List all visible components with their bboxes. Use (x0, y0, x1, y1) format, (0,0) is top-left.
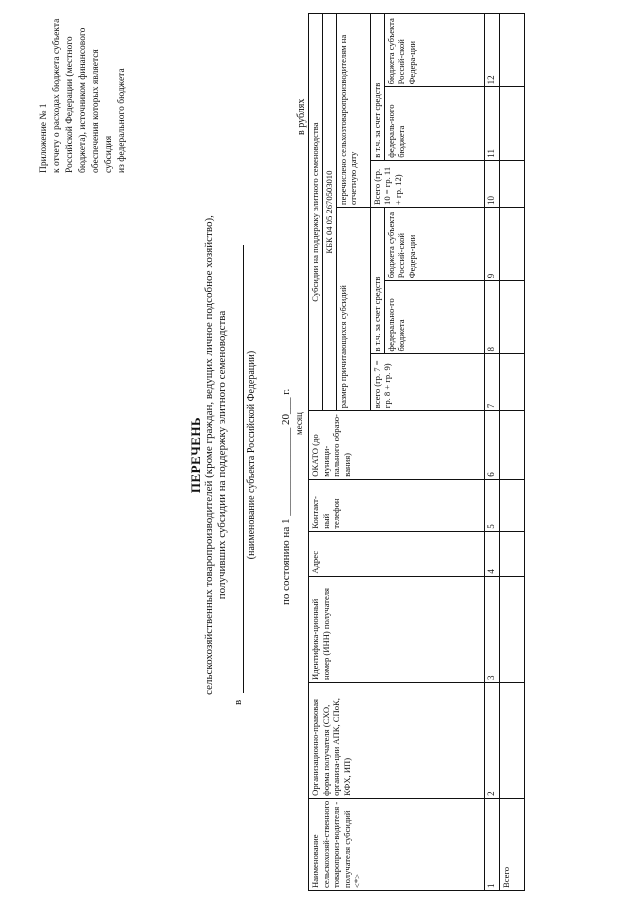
column-number: 10 (484, 160, 499, 207)
total-row (499, 14, 524, 891)
paid-reg-header: бюджета субъекта Россий-ской Федера-ции (384, 14, 484, 87)
column-number: 12 (484, 14, 499, 87)
col-address-header: Адрес (309, 531, 485, 576)
col-inn-header: Идентифика-ционный номер (ИНН) получателя (309, 576, 485, 682)
column-numbers-row (484, 14, 499, 891)
due-incl-header: в т.ч. за счет средств (370, 207, 384, 354)
region-prefix: в (232, 699, 244, 705)
column-number: 7 (484, 354, 499, 411)
units-label: в рублях (296, 98, 307, 135)
region-caption: (наименование субъекта Российской Федерации) (246, 350, 257, 560)
date-line: по состоянию на 1 ________________ 20___ г. (280, 388, 292, 605)
column-number: 2 (484, 683, 499, 799)
column-number: 4 (484, 531, 499, 576)
col-name-header: Наименование сельскохозяй-ственного товаропроиз-водителя - получателя субсидий <*> (309, 798, 485, 890)
paid-fed-header: федераль-ного бюджета (384, 87, 484, 160)
region-blank (233, 245, 244, 693)
column-number: 11 (484, 87, 499, 160)
document-title: ПЕРЕЧЕНЬ (188, 416, 203, 494)
paid-total-header: Всего (гр. 10 = гр. 11 + гр. 12) (370, 160, 484, 207)
paid-header: перечислено сельхозтоваропроизводителям на отчетную дату (336, 14, 370, 208)
month-caption: месяц (294, 412, 304, 435)
col-okato-header: ОКАТО (до муници-пального образо-вания) (309, 411, 485, 480)
appendix-note: Приложение № 1 к отчету о расходах бюджета субъекта Российской Федерации (местного бюджета), источником финансового обеспечения которых является субсидия из федерального бюджета (39, 18, 127, 173)
column-number: 8 (484, 281, 499, 354)
column-number: 1 (484, 798, 499, 890)
column-number: 9 (484, 207, 499, 280)
document-subtitle: сельскохозяйственных товаропроизводителей (кроме граждан, ведущих личное подсобное хозяйство), получивших субсидии на поддержку элитного семеноводства (203, 215, 228, 695)
column-number: 5 (484, 479, 499, 531)
col-form-header: Организационно-правовая форма получателя (СХО, организа-ции АПК, СПоК, КФХ, ИП) (309, 683, 485, 799)
column-number: 6 (484, 411, 499, 480)
recipients-table (308, 13, 525, 891)
paid-incl-header: в т.ч. за счет средств (370, 14, 384, 161)
region-line (232, 235, 244, 705)
group-header: Субсидии на поддержку элитного семеноводства (309, 14, 323, 411)
kbk-header: КБК 04 05 2670503010 (323, 14, 337, 411)
total-label: Всего (499, 798, 524, 890)
column-number: 3 (484, 576, 499, 682)
due-header: размер причитающихся субсидий (336, 207, 370, 410)
due-fed-header: федерально-го бюджета (384, 281, 484, 354)
due-total-header: всего (гр. 7 = гр. 8 + гр. 9) (370, 354, 484, 411)
due-reg-header: бюджета субъекта Россий-ской Федера-ции (384, 207, 484, 280)
col-phone-header: Контакт-ный телефон (309, 479, 485, 531)
